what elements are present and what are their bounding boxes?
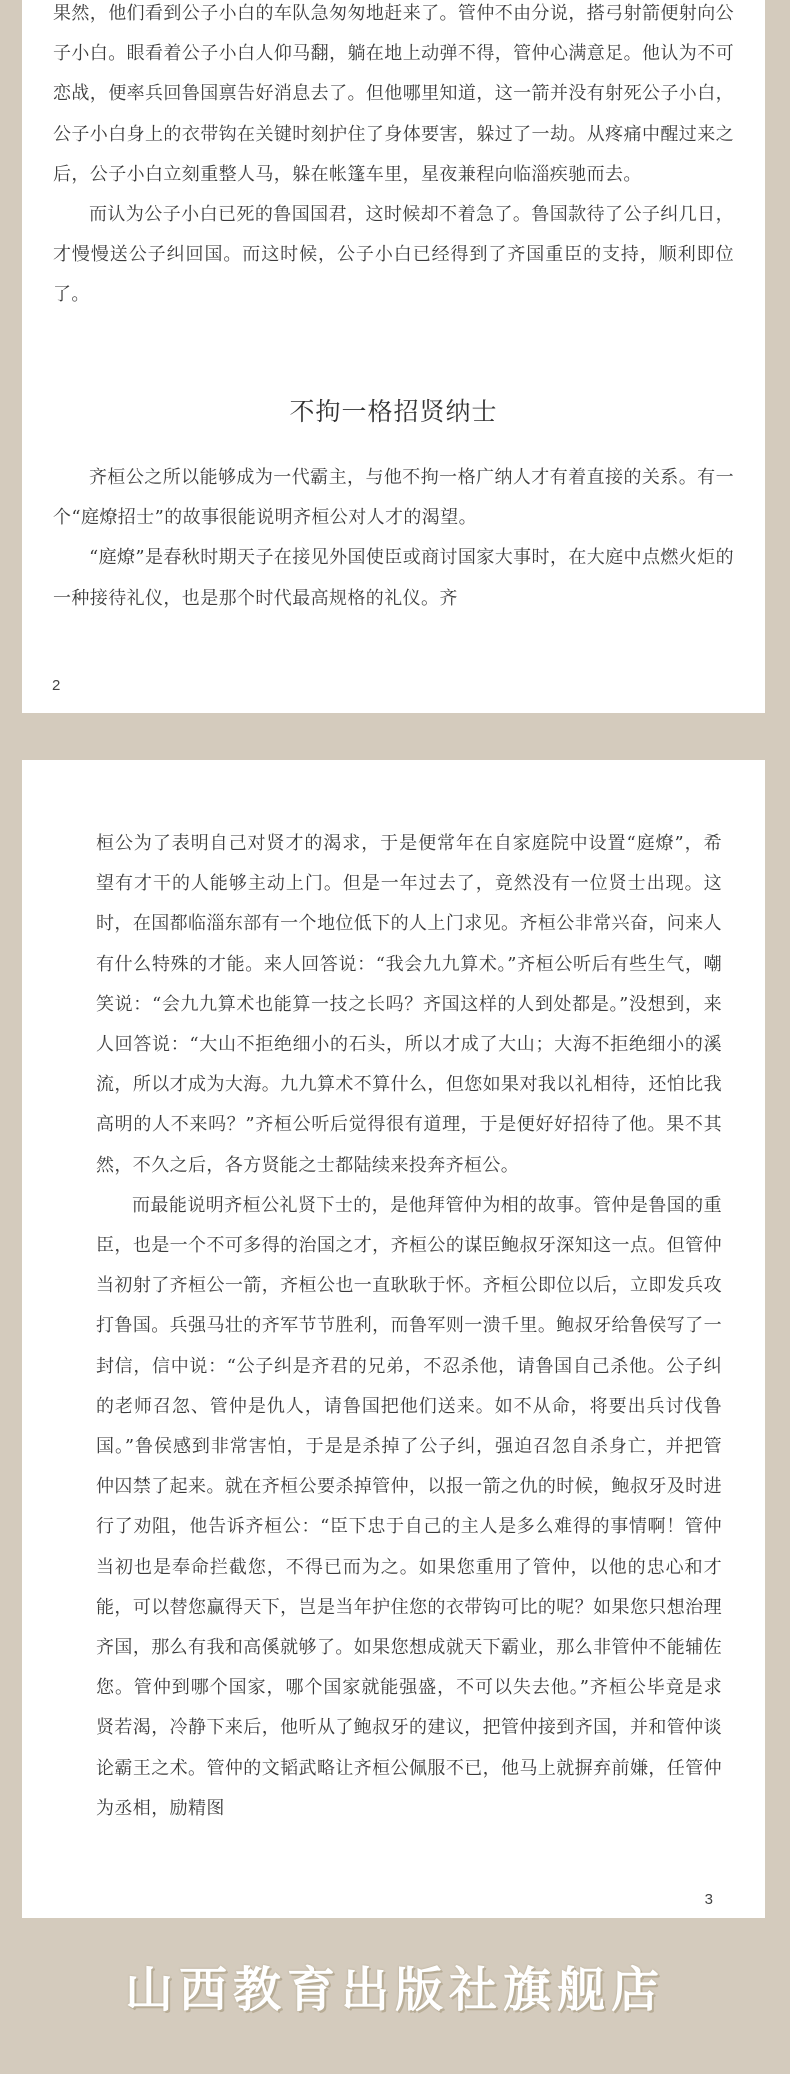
page-number: 3 bbox=[704, 1891, 713, 1908]
paragraph: 而最能说明齐桓公礼贤下士的，是他拜管仲为相的故事。管仲是鲁国的重臣，也是一个不可多得的治国之才，齐桓公的谋臣鲍叔牙深知这一点。但管仲当初射了齐桓公一箭，齐桓公也一直耿耿于怀。齐桓公即位以后，立即发兵攻打鲁国。兵强马壮的齐军节节胜利，而鲁军则一溃千里。鲍叔牙给鲁侯写了一封信，信中说：“公子纠是齐君的兄弟，不忍杀他，请鲁国自己杀他。公子纠的老师召忽、管仲是仇人，请鲁国把他们送来。如不从命，将要出兵讨伐鲁国。”鲁侯感到非常害怕，于是是杀掉了公子纠，强迫召忽自杀身亡，并把管仲囚禁了起来。就在齐桓公要杀掉管仲，以报一箭之仇的时候，鲍叔牙及时进行了劝阻，他告诉齐桓公：“臣下忠于自己的主人是多么难得的事情啊！管仲当初也是奉命拦截您，不得已而为之。如果您重用了管仲，以他的忠心和才能，可以替您赢得天下，岂是当年护住您的衣带钩可比的呢？如果您只想治理齐国，那么有我和高傒就够了。如果您想成就天下霸业，那么非管仲不能辅佐您。管仲到哪个国家，哪个国家就能强盛，不可以失去他。”齐桓公毕竟是求贤若渴，冷静下来后，他听从了鲍叔牙的建议，把管仲接到齐国，并和管仲谈论霸王之术。管仲的文韬武略让齐桓公佩服不已，他马上就摒弃前嫌，任管仲为丞相，励精图 bbox=[96, 1194, 722, 1819]
page-2-body-bottom bbox=[53, 458, 734, 619]
page-2-body-top bbox=[53, 0, 734, 316]
store-banner: 山西教育出版社旗舰店 bbox=[124, 1962, 665, 2018]
paragraph: 果然，他们看到公子小白的车队急匆匆地赶来了。管仲不由分说，搭弓射箭便射向公子小白。眼看着公子小白人仰马翻，躺在地上动弹不得，管仲心满意足。他认为不可恋战，便率兵回鲁国禀告好消息去了。但他哪里知道，这一箭并没有射死公子小白，公子小白身上的衣带钩在关键时刻护住了身体要害，躲过了一劫。从疼痛中醒过来之后，公子小白立刻重整人马，躲在帐篷车里，星夜兼程向临淄疾驰而去。 bbox=[53, 3, 734, 185]
book-page-3 bbox=[22, 760, 765, 1918]
paragraph: 桓公为了表明自己对贤才的渴求，于是便常年在自家庭院中设置“庭燎”，希望有才干的人能够主动上门。但是一年过去了，竟然没有一位贤士出现。这时，在国都临淄东部有一个地位低下的人上门求见。齐桓公非常兴奋，问来人有什么特殊的才能。来人回答说：“我会九九算术。”齐桓公听后有些生气，嘲笑说：“会九九算术也能算一技之长吗？齐国这样的人到处都是。”没想到，来人回答说：“大山不拒绝细小的石头，所以才成了大山；大海不拒绝细小的溪流，所以才成为大海。九九算术不算什么，但您如果对我以礼相待，还怕比我高明的人不来吗？”齐桓公听后觉得很有道理，于是便好好招待了他。果不其然，不久之后，各方贤能之士都陆续来投奔齐桓公。 bbox=[96, 833, 722, 1176]
paragraph: 而认为公子小白已死的鲁国国君，这时候却不着急了。鲁国款待了公子纠几日，才慢慢送公子纠回国。而这时候，公子小白已经得到了齐国重臣的支持，顺利即位了。 bbox=[53, 204, 734, 306]
section-title: 不拘一格招贤纳士 bbox=[289, 397, 498, 426]
page-3-body bbox=[96, 824, 722, 1829]
page-number: 2 bbox=[52, 677, 61, 694]
paragraph: “庭燎”是春秋时期天子在接见外国使臣或商讨国家大事时，在大庭中点燃火炬的一种接待礼仪，也是那个时代最高规格的礼仪。齐 bbox=[53, 547, 734, 609]
book-page-2 bbox=[22, 0, 765, 713]
paragraph: 齐桓公之所以能够成为一代霸主，与他不拘一格广纳人才有着直接的关系。有一个“庭燎招士”的故事很能说明齐桓公对人才的渴望。 bbox=[53, 467, 734, 529]
